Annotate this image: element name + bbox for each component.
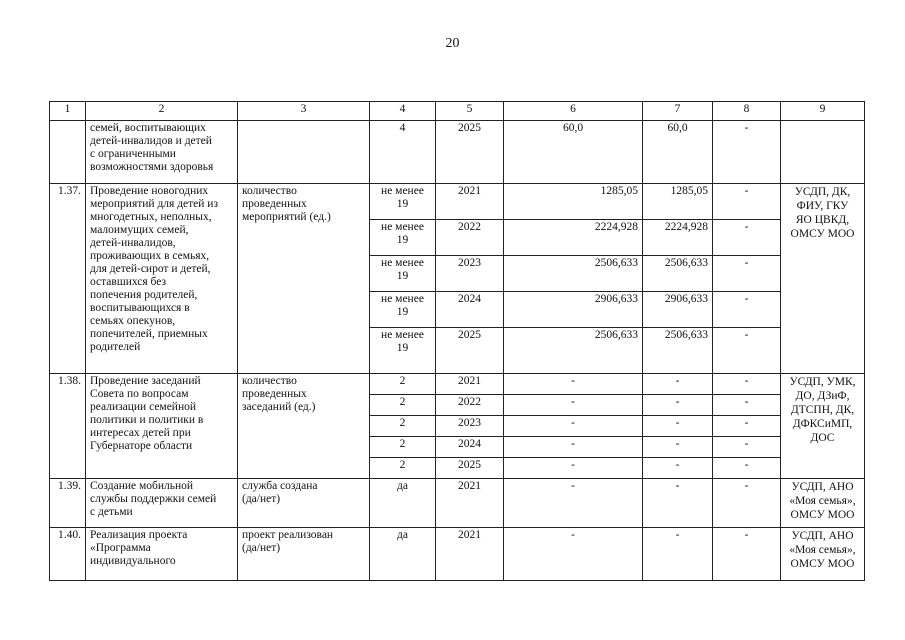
value-col8: - [713, 184, 781, 220]
indicator: проект реализован (да/нет) [238, 528, 370, 581]
value-col6: 2506,633 [504, 256, 643, 292]
measure-name: Проведение новогодних мероприятий для детей из многодетных, неполных, малоимущих семей, детей-инвалидов, проживающих в семьях, для детей-сирот и детей, оставшихся без попечения родителей, воспитывающихся в семьях опекунов, попечителей, приемных родителей [86, 184, 238, 374]
measure-name: Проведение заседаний Совета по вопросам реализации семейной политики и политики в интересах детей при Губернаторе области [86, 374, 238, 479]
value-col7: - [643, 437, 713, 458]
quantity: не менее 19 [370, 328, 436, 374]
quantity: 2 [370, 416, 436, 437]
quantity: 2 [370, 374, 436, 395]
value-col6: 2506,633 [504, 328, 643, 374]
responsible: УСДП, УМК, ДО, ДЗиФ, ДТСПН, ДК, ДФКСиМП, ДОС [781, 374, 865, 479]
value-col8: - [713, 328, 781, 374]
value-col7: - [643, 479, 713, 528]
year: 2025 [436, 121, 504, 184]
col-header: 1 [50, 102, 86, 121]
quantity: 2 [370, 437, 436, 458]
value-col7: 2906,633 [643, 292, 713, 328]
measure-name: семей, воспитывающих детей-инвалидов и детей с ограниченными возможностями здоровья [86, 121, 238, 184]
value-col6: 60,0 [504, 121, 643, 184]
value-col6: - [504, 416, 643, 437]
page-number: 20 [445, 36, 460, 51]
value-col8: - [713, 220, 781, 256]
responsible: УСДП, АНО «Моя семья», ОМСУ МОО [781, 528, 865, 581]
year: 2021 [436, 528, 504, 581]
value-col6: - [504, 479, 643, 528]
row-number [50, 121, 86, 184]
measures-table [49, 101, 865, 581]
responsible: УСДП, ДК, ФИУ, ГКУ ЯО ЦВКД, ОМСУ МОО [781, 184, 865, 374]
year: 2022 [436, 395, 504, 416]
table-row [50, 184, 865, 220]
value-col8: - [713, 528, 781, 581]
indicator: служба создана (да/нет) [238, 479, 370, 528]
indicator [238, 121, 370, 184]
value-col7: 1285,05 [643, 184, 713, 220]
row-number: 1.40. [50, 528, 86, 581]
row-number: 1.37. [50, 184, 86, 374]
value-col7: - [643, 528, 713, 581]
year: 2025 [436, 328, 504, 374]
year: 2021 [436, 184, 504, 220]
value-col7: 2506,633 [643, 256, 713, 292]
quantity: 2 [370, 458, 436, 479]
value-col6: - [504, 374, 643, 395]
value-col7: - [643, 395, 713, 416]
value-col8: - [713, 437, 781, 458]
measure-name: Создание мобильной службы поддержки семей с детьми [86, 479, 238, 528]
quantity: не менее 19 [370, 256, 436, 292]
quantity: не менее 19 [370, 220, 436, 256]
quantity: не менее 19 [370, 292, 436, 328]
table-row [50, 374, 865, 395]
value-col6: 2224,928 [504, 220, 643, 256]
year: 2023 [436, 256, 504, 292]
value-col6: 1285,05 [504, 184, 643, 220]
value-col8: - [713, 374, 781, 395]
value-col8: - [713, 395, 781, 416]
table-row [50, 121, 865, 184]
responsible: УСДП, АНО «Моя семья», ОМСУ МОО [781, 479, 865, 528]
year: 2023 [436, 416, 504, 437]
value-col7: 2224,928 [643, 220, 713, 256]
row-number: 1.38. [50, 374, 86, 479]
col-header: 9 [781, 102, 865, 121]
header-row [50, 102, 865, 121]
value-col8: - [713, 479, 781, 528]
col-header: 5 [436, 102, 504, 121]
value-col7: - [643, 374, 713, 395]
value-col7: - [643, 458, 713, 479]
col-header: 2 [86, 102, 238, 121]
responsible [781, 121, 865, 184]
indicator: количество проведенных заседаний (ед.) [238, 374, 370, 479]
table-row [50, 479, 865, 528]
year: 2024 [436, 437, 504, 458]
value-col7: - [643, 416, 713, 437]
col-header: 6 [504, 102, 643, 121]
quantity: 2 [370, 395, 436, 416]
measure-name: Реализация проекта «Программа индивидуального [86, 528, 238, 581]
value-col8: - [713, 292, 781, 328]
year: 2021 [436, 479, 504, 528]
quantity: да [370, 528, 436, 581]
quantity: не менее 19 [370, 184, 436, 220]
col-header: 4 [370, 102, 436, 121]
year: 2021 [436, 374, 504, 395]
year: 2025 [436, 458, 504, 479]
value-col6: - [504, 458, 643, 479]
value-col7: 2506,633 [643, 328, 713, 374]
year: 2022 [436, 220, 504, 256]
value-col6: - [504, 437, 643, 458]
value-col8: - [713, 458, 781, 479]
quantity: 4 [370, 121, 436, 184]
col-header: 8 [713, 102, 781, 121]
row-number: 1.39. [50, 479, 86, 528]
value-col8: - [713, 256, 781, 292]
value-col8: - [713, 121, 781, 184]
value-col7: 60,0 [643, 121, 713, 184]
col-header: 7 [643, 102, 713, 121]
value-col6: 2906,633 [504, 292, 643, 328]
table-row [50, 528, 865, 581]
value-col6: - [504, 395, 643, 416]
value-col6: - [504, 528, 643, 581]
quantity: да [370, 479, 436, 528]
value-col8: - [713, 416, 781, 437]
indicator: количество проведенных мероприятий (ед.) [238, 184, 370, 374]
year: 2024 [436, 292, 504, 328]
col-header: 3 [238, 102, 370, 121]
